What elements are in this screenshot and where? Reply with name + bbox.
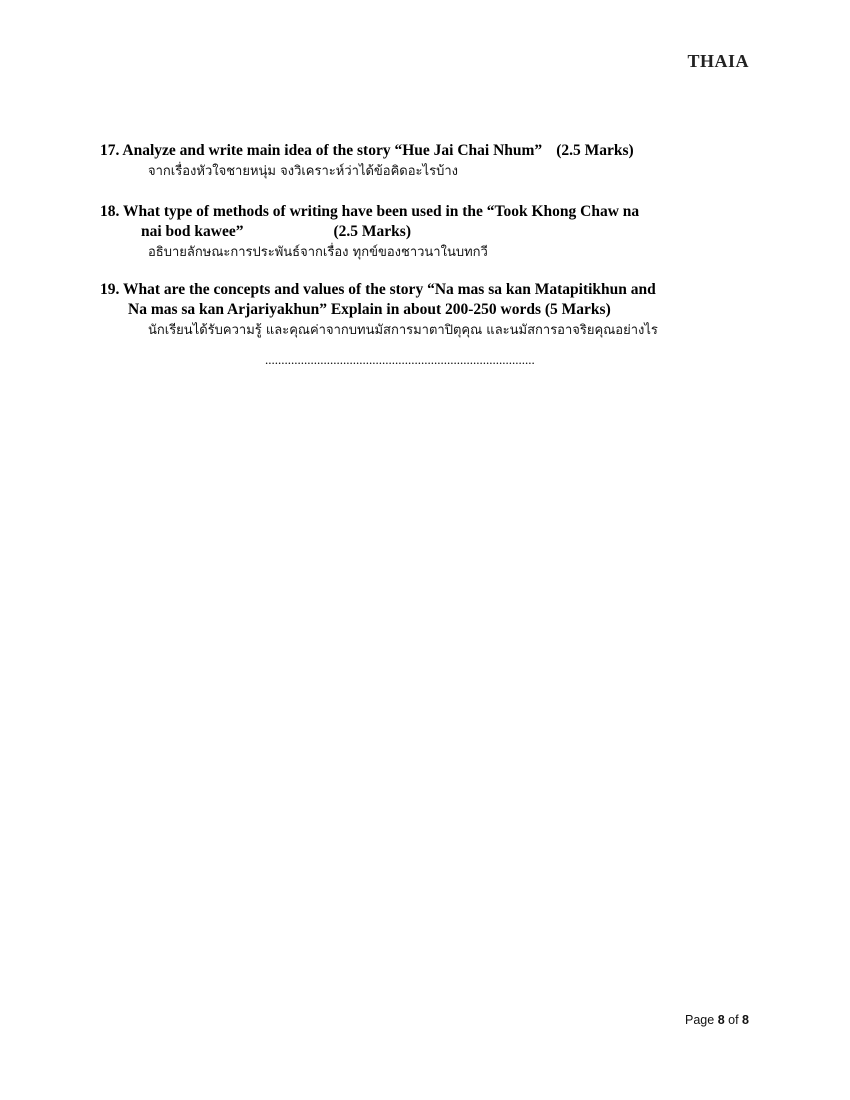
question-19-text-line1: 19. What are the concepts and values of the story “Na mas sa kan Matapitikhun and [100, 281, 656, 298]
question-18-text-line2: nai bod kawee” (2.5 Marks) [141, 223, 411, 240]
question-17 [100, 141, 740, 183]
question-18-marks: (2.5 Marks) [333, 223, 411, 240]
question-17-thai: จากเรื่องหัวใจชายหนุ่ม จงวิเคราะห์ว่าได้ข้อคิดอะไรบ้าง [148, 164, 458, 179]
question-17-text: 17. Analyze and write main idea of the story “Hue Jai Chai Nhum” (2.5 Marks) [100, 142, 634, 159]
subject-code: THAIA [687, 51, 749, 71]
question-18-thai: อธิบายลักษณะการประพันธ์จากเรื่อง ทุกข์ของชาวนาในบทกวี [148, 245, 488, 260]
question-18 [100, 202, 740, 264]
question-17-marks: (2.5 Marks) [556, 142, 634, 159]
question-19-thai: นักเรียนได้รับความรู้ และคุณค่าจากบทนมัสการมาตาปิตุคุณ และนมัสการอาจริยคุณอย่างไร [148, 323, 658, 338]
question-19 [100, 280, 740, 342]
page-number: Page 8 of 8 [685, 1013, 749, 1027]
question-19-text-line2: Na mas sa kan Arjariyakhun” Explain in about 200-250 words (5 Marks) [128, 301, 611, 318]
question-18-text-line1: 18. What type of methods of writing have been used in the “Took Khong Chaw na [100, 203, 640, 220]
end-of-paper-dots: ................................................................................... [265, 352, 535, 367]
